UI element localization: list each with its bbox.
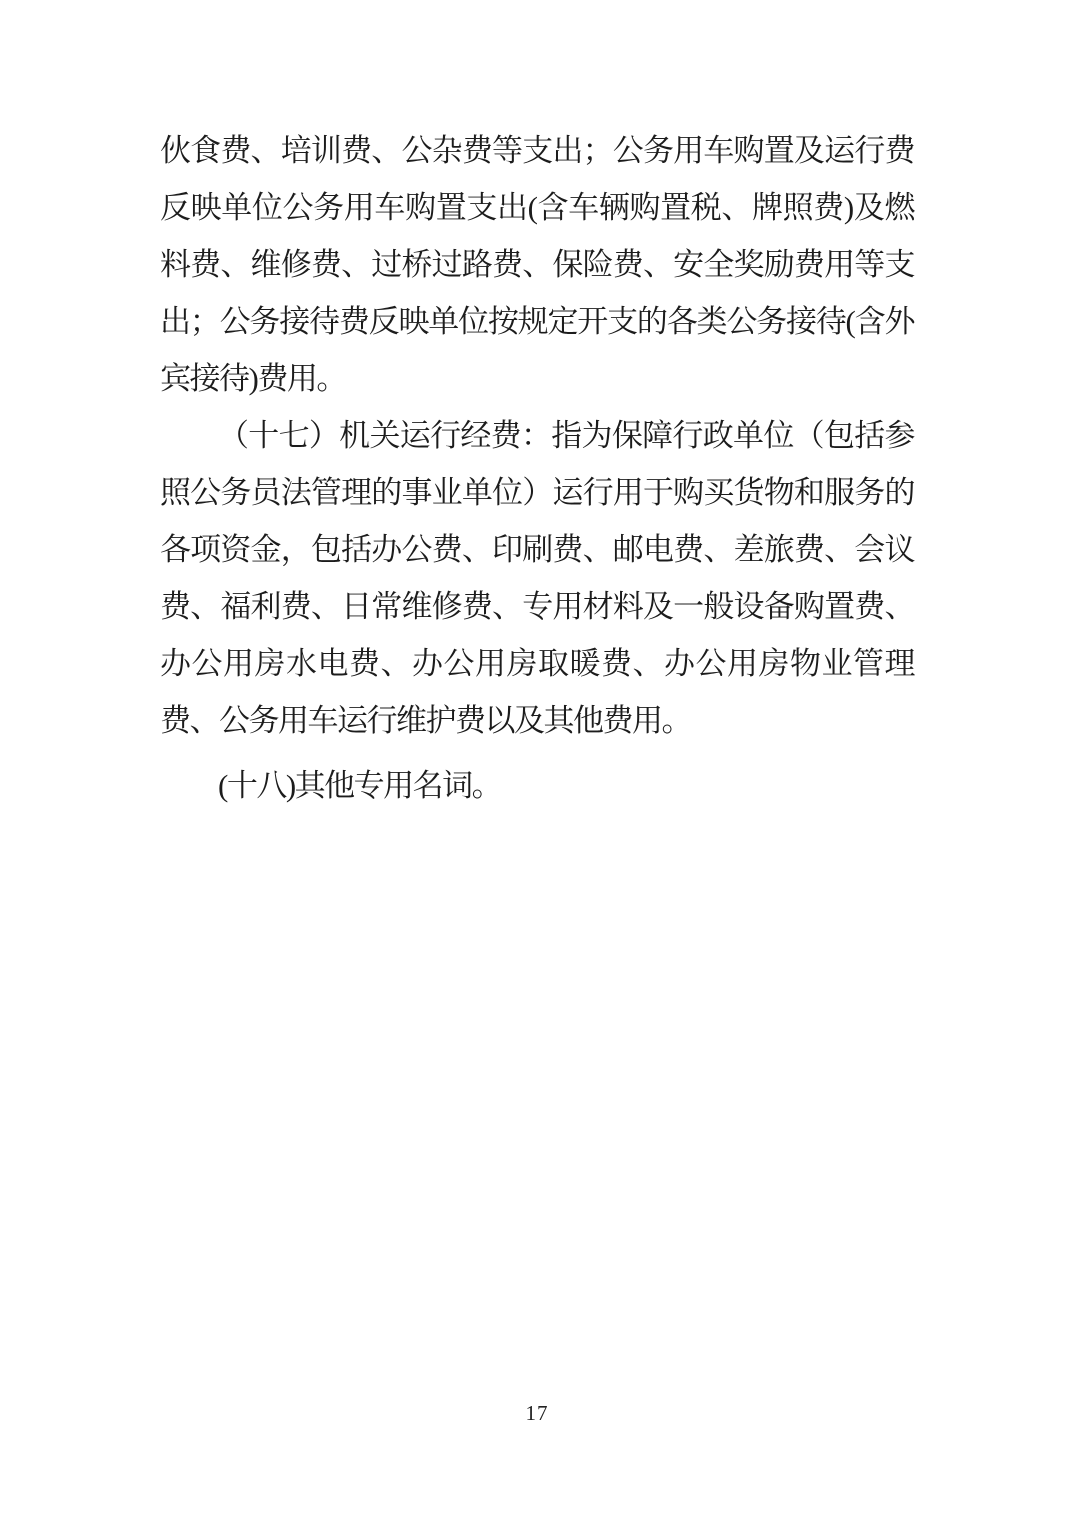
document-body xyxy=(160,122,914,814)
page-number: 17 xyxy=(525,1401,549,1425)
body-paragraph-item-17: （十七）机关运行经费：指为保障行政单位（包括参照公务员法管理的事业单位）运行用于购买货物和服务的各项资金，包括办公费、印刷费、邮电费、差旅费、会议费、福利费、日常维修费、专用材料及一般设备购置费、办公用房水电费、办公用房取暖费、办公用房物业管理费、公务用车运行维护费以及其他费用。 xyxy=(160,418,914,738)
body-paragraph-item-18: (十八)其他专用名词。 xyxy=(218,768,502,803)
body-paragraph-continuation: 伙食费、培训费、公杂费等支出；公务用车购置及运行费反映单位公务用车购置支出(含车辆购置税、牌照费)及燃料费、维修费、过桥过路费、保险费、安全奖励费用等支出；公务接待费反映单位按规定开支的各类公务接待(含外宾接待)费用。 xyxy=(160,133,914,396)
